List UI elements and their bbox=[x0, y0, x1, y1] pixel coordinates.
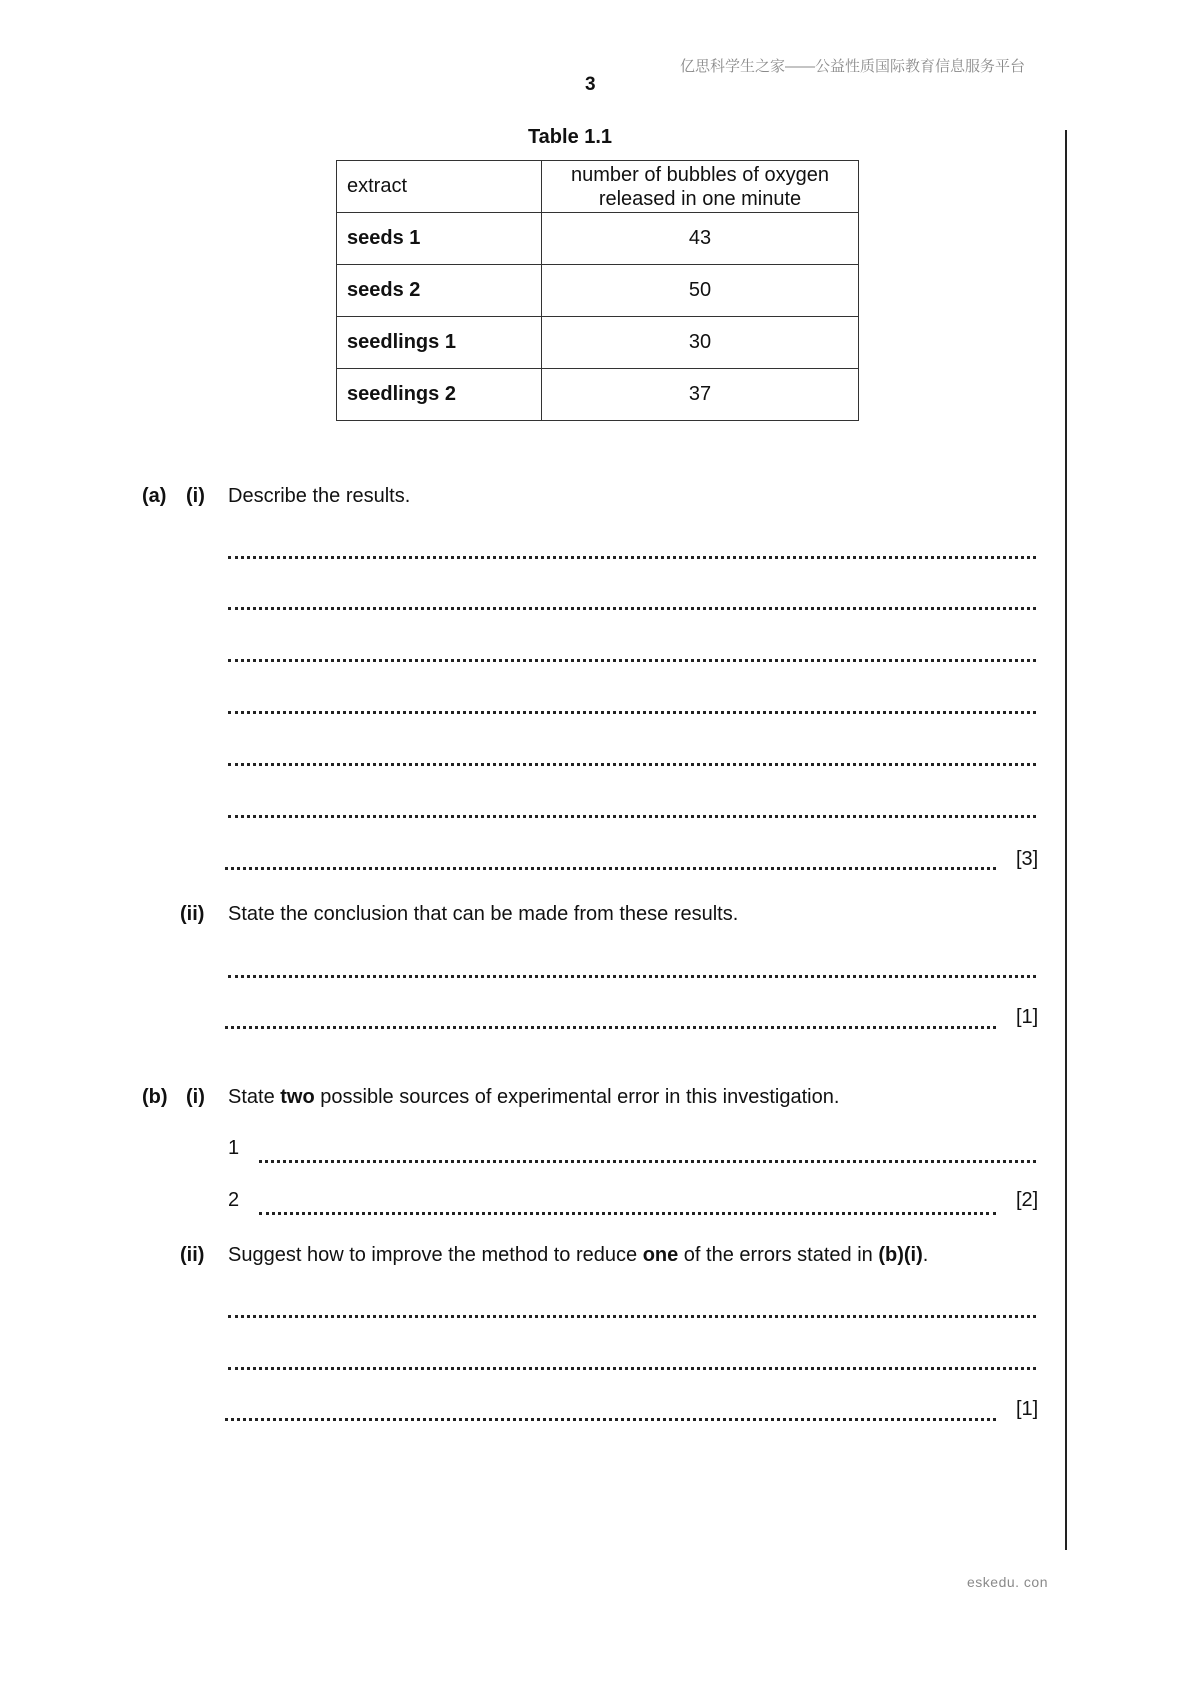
question-b-i-text-post: possible sources of experimental error in this investigation. bbox=[314, 1086, 840, 1108]
marks-b-ii: [1] bbox=[1016, 1398, 1039, 1420]
question-b-ii-text bbox=[228, 1244, 928, 1267]
header-extract: extract bbox=[337, 161, 542, 213]
cell-bubbles: 50 bbox=[542, 265, 859, 317]
question-a-label: (a) bbox=[142, 485, 167, 507]
answer-line[interactable] bbox=[225, 867, 996, 870]
answer-number-2: 2 bbox=[228, 1189, 240, 1211]
answer-line[interactable] bbox=[228, 815, 1036, 818]
answer-number-1: 1 bbox=[228, 1137, 240, 1159]
table-caption: Table 1.1 bbox=[527, 126, 613, 148]
margin-rule bbox=[1065, 130, 1067, 1550]
header-bubbles-line1: number of bubbles of oxygen bbox=[571, 163, 829, 186]
answer-line[interactable] bbox=[228, 1315, 1036, 1318]
answer-line[interactable] bbox=[228, 659, 1036, 662]
answer-line[interactable] bbox=[225, 1418, 996, 1421]
question-a-i-text: Describe the results. bbox=[228, 485, 411, 507]
answer-line[interactable] bbox=[228, 711, 1036, 714]
question-a-ii-label: (ii) bbox=[180, 903, 205, 925]
question-b-ii-text-bold: one bbox=[642, 1244, 679, 1266]
question-b-i-text bbox=[228, 1086, 839, 1109]
question-b-label: (b) bbox=[142, 1086, 168, 1108]
question-b-ii-text-mid: of the errors stated in bbox=[678, 1244, 879, 1266]
answer-line[interactable] bbox=[259, 1212, 996, 1215]
answer-line[interactable] bbox=[259, 1160, 1036, 1163]
marks-b-i: [2] bbox=[1016, 1189, 1039, 1211]
header-watermark: 亿思科学生之家——公益性质国际教育信息服务平台 bbox=[680, 58, 1026, 75]
question-b-i-text-bold: two bbox=[280, 1086, 315, 1108]
question-b-i-label: (i) bbox=[186, 1086, 205, 1108]
answer-line[interactable] bbox=[225, 1026, 996, 1029]
table-row bbox=[337, 213, 859, 265]
cell-bubbles: 37 bbox=[542, 369, 859, 421]
footer-watermark: eskedu. con bbox=[967, 1574, 1048, 1590]
table-header-row bbox=[337, 161, 859, 213]
question-a-i-label: (i) bbox=[186, 485, 205, 507]
cell-extract: seeds 2 bbox=[337, 265, 542, 317]
cell-extract: seeds 1 bbox=[337, 213, 542, 265]
header-bubbles-line2: released in one minute bbox=[598, 187, 802, 210]
header-bubbles bbox=[542, 161, 859, 213]
table-row bbox=[337, 369, 859, 421]
page-number: 3 bbox=[585, 74, 596, 95]
question-b-ii-label: (ii) bbox=[180, 1244, 205, 1266]
marks-a-ii: [1] bbox=[1016, 1006, 1039, 1028]
answer-line[interactable] bbox=[228, 556, 1036, 559]
answer-line[interactable] bbox=[228, 763, 1036, 766]
question-b-ii-text-end: . bbox=[922, 1244, 929, 1266]
cell-bubbles: 43 bbox=[542, 213, 859, 265]
table-row bbox=[337, 317, 859, 369]
cell-extract: seedlings 1 bbox=[337, 317, 542, 369]
marks-a-i: [3] bbox=[1016, 848, 1039, 870]
answer-line[interactable] bbox=[228, 607, 1036, 610]
table-row bbox=[337, 265, 859, 317]
cell-extract: seedlings 2 bbox=[337, 369, 542, 421]
question-a-ii-text: State the conclusion that can be made from these results. bbox=[228, 903, 739, 925]
question-b-i-text-pre: State bbox=[228, 1086, 281, 1108]
answer-line[interactable] bbox=[228, 1367, 1036, 1370]
results-table bbox=[336, 160, 859, 421]
cell-bubbles: 30 bbox=[542, 317, 859, 369]
question-b-ii-text-ref: (b)(i) bbox=[878, 1244, 923, 1266]
question-b-ii-text-pre: Suggest how to improve the method to reduce bbox=[228, 1244, 643, 1266]
answer-line[interactable] bbox=[228, 975, 1036, 978]
